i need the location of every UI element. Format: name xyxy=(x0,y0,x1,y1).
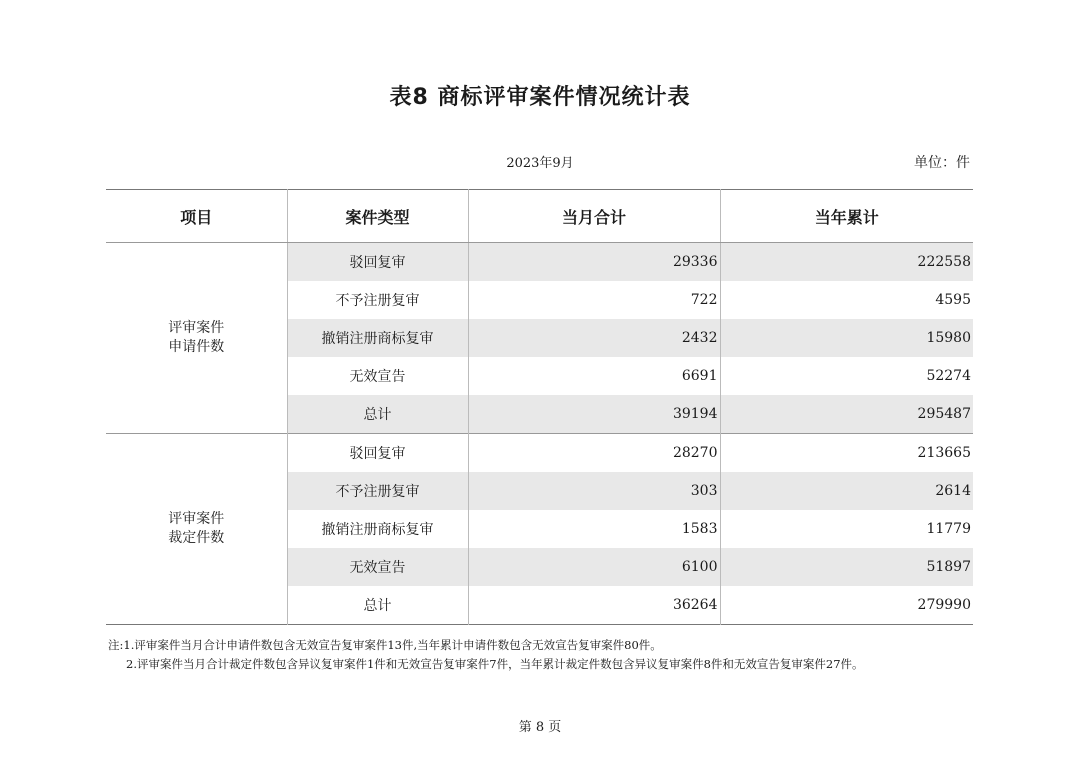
year-total-cell: 4595 xyxy=(720,281,973,319)
year-total-cell: 295487 xyxy=(720,395,973,434)
case-type-cell: 不予注册复审 xyxy=(287,281,468,319)
year-total-cell: 222558 xyxy=(720,243,973,282)
case-type-cell: 驳回复审 xyxy=(287,243,468,282)
year-total-cell: 213665 xyxy=(720,434,973,473)
year-total-cell: 2614 xyxy=(720,472,973,510)
case-type-cell: 驳回复审 xyxy=(287,434,468,473)
page-number: 第 8 页 xyxy=(518,720,562,735)
case-type-cell: 无效宣告 xyxy=(287,357,468,395)
case-type-cell: 总计 xyxy=(287,395,468,434)
month-total-cell: 303 xyxy=(468,472,720,510)
year-total-cell: 279990 xyxy=(720,586,973,625)
page-title: 表8 商标评审案件情况统计表 xyxy=(389,85,691,110)
month-total-cell: 722 xyxy=(468,281,720,319)
group-label-applications: 评审案件 申请件数 xyxy=(168,320,225,355)
case-type-cell: 撤销注册商标复审 xyxy=(287,319,468,357)
year-total-cell: 51897 xyxy=(720,548,973,586)
month-total-cell: 6691 xyxy=(468,357,720,395)
header-case-type: 案件类型 xyxy=(287,190,468,243)
month-total-cell: 29336 xyxy=(468,243,720,282)
table-header-row xyxy=(106,190,973,243)
case-type-cell: 撤销注册商标复审 xyxy=(287,510,468,548)
year-total-cell: 15980 xyxy=(720,319,973,357)
year-total-cell: 11779 xyxy=(720,510,973,548)
table-notes xyxy=(108,636,864,674)
unit-label: 单位：件 xyxy=(914,155,970,171)
month-total-cell: 2432 xyxy=(468,319,720,357)
month-total-cell: 28270 xyxy=(468,434,720,473)
report-date: 2023年9月 xyxy=(506,156,574,171)
year-total-cell: 52274 xyxy=(720,357,973,395)
month-total-cell: 6100 xyxy=(468,548,720,586)
header-item: 项目 xyxy=(106,190,287,243)
case-type-cell: 总计 xyxy=(287,586,468,625)
note-1: 注:1.评审案件当月合计申请件数包含无效宣告复审案件13件,当年累计申请件数包含无效宣告复审案件80件。 xyxy=(108,638,662,652)
group-label-rulings: 评审案件 裁定件数 xyxy=(106,434,287,625)
header-year-total: 当年累计 xyxy=(720,190,973,243)
table-row xyxy=(106,434,973,473)
header-month-total: 当月合计 xyxy=(468,190,720,243)
month-total-cell: 39194 xyxy=(468,395,720,434)
statistics-table xyxy=(106,189,973,625)
month-total-cell: 1583 xyxy=(468,510,720,548)
case-type-cell: 不予注册复审 xyxy=(287,472,468,510)
month-total-cell: 36264 xyxy=(468,586,720,625)
table-row xyxy=(106,243,973,282)
note-2: 2.评审案件当月合计裁定件数包含异议复审案件1件和无效宣告复审案件7件，当年累计裁定件数包含异议复审案件8件和无效宣告复审案件27件。 xyxy=(126,657,864,671)
case-type-cell: 无效宣告 xyxy=(287,548,468,586)
